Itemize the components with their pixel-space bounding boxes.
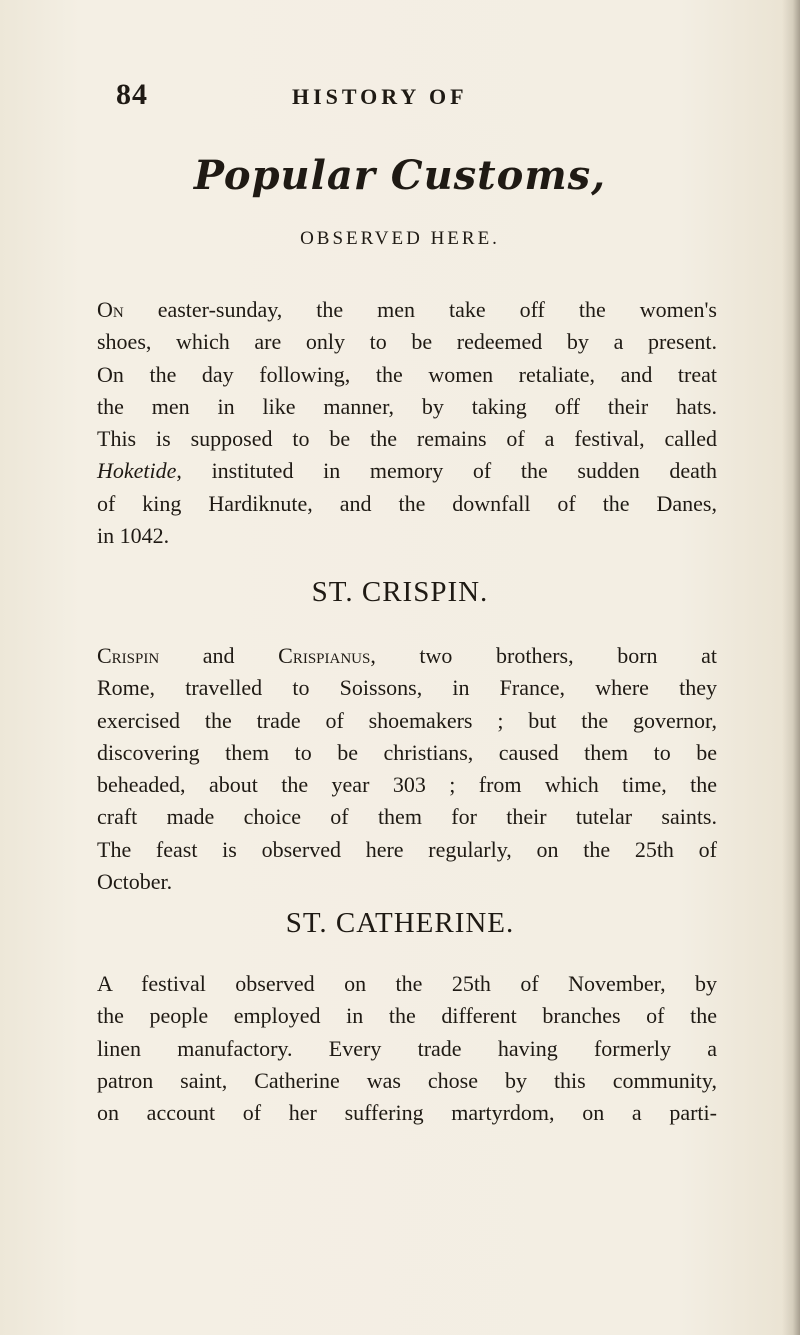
page-subtitle: OBSERVED HERE. <box>300 228 500 249</box>
paragraph-line: in 1042. <box>97 523 170 549</box>
intro-paragraph <box>97 294 717 552</box>
paragraph-line: The feast is observed here regularly, on the 25th of <box>97 836 717 862</box>
paragraph-line: linen manufactory. Every trade having formerly a <box>97 1035 717 1061</box>
paragraph-line: A festival observed on the 25th of November, by <box>97 971 717 996</box>
paragraph-line: beheaded, about the year 303 ; from which time, the <box>97 772 717 798</box>
page-title: Popular Customs, <box>193 152 607 199</box>
paragraph-line: On easter-sunday, the men take off the women's <box>97 297 717 322</box>
paragraph-line: This is supposed to be the remains of a festival, called <box>97 426 717 452</box>
page-number: 84 <box>116 78 148 111</box>
paragraph-line: Crispin and Crispianus, two brothers, born at <box>97 643 718 668</box>
section-heading-crispin: ST. CRISPIN. <box>311 576 489 608</box>
paragraph-line: the people employed in the different branches of the <box>97 1003 717 1029</box>
page-edge-shadow <box>782 0 800 1335</box>
paragraph-line: patron saint, Catherine was chose by this community, <box>97 1067 717 1093</box>
section-heading-catherine: ST. CATHERINE. <box>285 907 515 939</box>
paragraph-line: Rome, travelled to Soissons, in France, where they <box>97 675 717 701</box>
paragraph-line: Hoketide, instituted in memory of the sudden death <box>97 458 717 484</box>
paragraph-line: discovering them to be christians, caused them to be <box>97 739 717 765</box>
paragraph-line: exercised the trade of shoemakers ; but the governor, <box>97 707 717 733</box>
paragraph-line: shoes, which are only to be redeemed by a present. <box>97 329 717 355</box>
italic-term: Hoketide <box>97 458 177 484</box>
paragraph-line: of king Hardiknute, and the downfall of the Danes, <box>97 490 717 516</box>
catherine-paragraph <box>97 968 717 1129</box>
paragraph-line: craft made choice of them for their tutelar saints. <box>97 804 717 830</box>
running-head: HISTORY OF <box>292 84 468 109</box>
drop-cap: On <box>97 297 124 322</box>
crispin-paragraph <box>97 640 717 898</box>
paragraph-line: On the day following, the women retaliate, and treat <box>97 361 717 387</box>
paragraph-line: October. <box>97 869 173 895</box>
paragraph-line: the men in like manner, by taking off their hats. <box>97 393 717 419</box>
page-header <box>0 78 800 118</box>
paragraph-line: on account of her suffering martyrdom, on a parti- <box>97 1100 717 1126</box>
